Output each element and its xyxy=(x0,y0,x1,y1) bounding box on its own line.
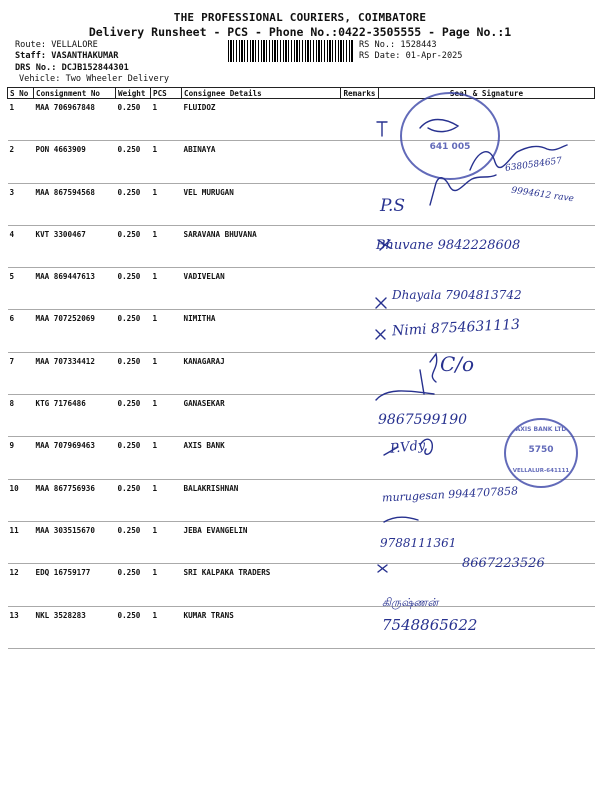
cell-remarks xyxy=(341,99,379,141)
col-consignment: Consignment No xyxy=(34,88,116,99)
cell-sno: 5 xyxy=(8,268,34,310)
cell-consignee: VEL MURUGAN xyxy=(182,183,341,225)
vehicle-label: Vehicle: Two Wheeler Delivery xyxy=(19,74,170,84)
cell-consignee: NIMITHA xyxy=(182,310,341,352)
cell-consignment: PON 4663909 xyxy=(34,141,116,183)
cell-consignment: KTG 7176486 xyxy=(34,395,116,437)
col-consignee: Consignee Details xyxy=(182,88,341,99)
cell-weight: 0.250 xyxy=(116,437,151,479)
company-name: THE PROFESSIONAL COURIERS, COIMBATORE xyxy=(173,11,427,24)
col-signature: Seal & Signature xyxy=(379,88,595,99)
cell-consignee: JEBA EVANGELIN xyxy=(182,521,341,563)
handwritten-phone: 9788111361 xyxy=(380,536,457,550)
stamp-bank-code: 5750 xyxy=(528,445,554,455)
cell-remarks xyxy=(341,310,379,352)
cell-consignee: VADIVELAN xyxy=(182,268,341,310)
cell-sno: 10 xyxy=(8,479,34,521)
handwritten-phone: 7548865622 xyxy=(382,616,478,634)
cell-remarks xyxy=(341,437,379,479)
col-pcs: PCS xyxy=(151,88,182,99)
handwritten-phone: 9867599190 xyxy=(378,412,468,428)
cell-pcs: 1 xyxy=(151,99,182,141)
cell-weight: 0.250 xyxy=(116,479,151,521)
cell-remarks xyxy=(341,352,379,394)
cell-consignee: SRI KALPAKA TRADERS xyxy=(182,564,341,606)
handwritten-phone: 6380584657 xyxy=(504,156,563,174)
cell-remarks xyxy=(341,183,379,225)
cell-consignee: KANAGARAJ xyxy=(182,352,341,394)
cell-consignee: KUMAR TRANS xyxy=(182,606,341,648)
cell-consignee: SARAVANA BHUVANA xyxy=(182,225,341,267)
cell-weight: 0.250 xyxy=(116,225,151,267)
cell-sno: 13 xyxy=(8,606,34,648)
stamp-pin: 641 005 xyxy=(429,142,471,152)
cell-remarks xyxy=(341,479,379,521)
handwritten-phone: 9994612 rave xyxy=(510,185,575,205)
rs-date: RS Date: 01-Apr-2025 xyxy=(359,51,463,61)
cell-sno: 9 xyxy=(8,437,34,479)
cell-signature xyxy=(379,352,595,394)
cell-remarks xyxy=(341,606,379,648)
cell-sno: 3 xyxy=(8,183,34,225)
table-row xyxy=(8,141,595,183)
cell-remarks xyxy=(341,521,379,563)
stamp-bank-branch: VELLALUR-641111 xyxy=(512,468,570,474)
route-label: Route: VELLALORE xyxy=(15,40,98,50)
cell-pcs: 1 xyxy=(151,521,182,563)
axis-bank-stamp xyxy=(504,418,578,488)
handwritten-signature: P.S xyxy=(380,196,406,216)
cell-consignment: EDQ 16759177 xyxy=(34,564,116,606)
handwritten-tamil-name: கிருஷ்ணன் xyxy=(382,596,439,609)
cell-remarks xyxy=(341,141,379,183)
cell-pcs: 1 xyxy=(151,606,182,648)
handwritten-remark: C/o xyxy=(440,352,475,376)
cell-consignment: NKL 3528283 xyxy=(34,606,116,648)
cell-pcs: 1 xyxy=(151,437,182,479)
cell-consignee: ABINAYA xyxy=(182,141,341,183)
cell-sno: 12 xyxy=(8,564,34,606)
handwritten-phone: Dhayala 7904813742 xyxy=(392,288,522,302)
cell-sno: 8 xyxy=(8,395,34,437)
drs-number: DRS No.: DCJB152844301 xyxy=(15,63,129,73)
handwritten-signature: P.Vdy xyxy=(389,438,426,457)
table-header-row xyxy=(8,88,595,99)
cell-consignment: MAA 867756936 xyxy=(34,479,116,521)
cell-pcs: 1 xyxy=(151,564,182,606)
cell-pcs: 1 xyxy=(151,310,182,352)
rs-number: RS No.: 1528443 xyxy=(359,40,437,50)
cell-remarks xyxy=(341,564,379,606)
handwritten-phone: murugesan 9944707858 xyxy=(381,484,519,505)
cell-consignee: BALAKRISHNAN xyxy=(182,479,341,521)
cell-pcs: 1 xyxy=(151,141,182,183)
cell-sno: 7 xyxy=(8,352,34,394)
cell-weight: 0.250 xyxy=(116,141,151,183)
cell-weight: 0.250 xyxy=(116,310,151,352)
staff-label: Staff: VASANTHAKUMAR xyxy=(15,51,119,61)
cell-consignment: KVT 3300467 xyxy=(34,225,116,267)
handwritten-phone: Nimi 8754631113 xyxy=(391,316,521,340)
col-weight: Weight xyxy=(116,88,151,99)
cell-consignee: AXIS BANK xyxy=(182,437,341,479)
stamp-bank-name: AXIS BANK LTD xyxy=(515,426,567,433)
col-sno: S No xyxy=(8,88,34,99)
cell-consignment: MAA 707334412 xyxy=(34,352,116,394)
cell-sno: 1 xyxy=(8,99,34,141)
table-row xyxy=(8,183,595,225)
cell-weight: 0.250 xyxy=(116,183,151,225)
table-row xyxy=(8,352,595,394)
handwritten-phone: Bhuvane 9842228608 xyxy=(376,238,521,253)
cell-weight: 0.250 xyxy=(116,606,151,648)
cell-pcs: 1 xyxy=(151,225,182,267)
runsheet-title: Delivery Runsheet - PCS - Phone No.:0422-3505555 - Page No.:1 xyxy=(88,25,512,39)
cell-weight: 0.250 xyxy=(116,268,151,310)
cell-weight: 0.250 xyxy=(116,564,151,606)
table-row xyxy=(8,99,595,141)
cell-pcs: 1 xyxy=(151,183,182,225)
cell-consignment: MAA 303515670 xyxy=(34,521,116,563)
cell-consignee: GANASEKAR xyxy=(182,395,341,437)
cell-weight: 0.250 xyxy=(116,521,151,563)
handwritten-phone: 8667223526 xyxy=(462,556,545,571)
cell-remarks xyxy=(341,268,379,310)
cell-consignment: MAA 707252069 xyxy=(34,310,116,352)
cell-weight: 0.250 xyxy=(116,352,151,394)
cell-consignment: MAA 867594568 xyxy=(34,183,116,225)
cell-sno: 2 xyxy=(8,141,34,183)
cell-consignment: MAA 869447613 xyxy=(34,268,116,310)
cell-pcs: 1 xyxy=(151,479,182,521)
cell-sno: 11 xyxy=(8,521,34,563)
col-remarks: Remarks xyxy=(341,88,379,99)
table-row xyxy=(8,606,595,648)
cell-consignee: FLUIDOZ xyxy=(182,99,341,141)
cell-sno: 4 xyxy=(8,225,34,267)
post-office-stamp xyxy=(400,92,500,180)
cell-weight: 0.250 xyxy=(116,99,151,141)
cell-pcs: 1 xyxy=(151,352,182,394)
cell-signature xyxy=(379,183,595,225)
cell-remarks xyxy=(341,395,379,437)
cell-pcs: 1 xyxy=(151,268,182,310)
cell-sno: 6 xyxy=(8,310,34,352)
cell-consignment: MAA 707969463 xyxy=(34,437,116,479)
cell-pcs: 1 xyxy=(151,395,182,437)
cell-weight: 0.250 xyxy=(116,395,151,437)
cell-remarks xyxy=(341,225,379,267)
barcode xyxy=(228,40,353,62)
cell-consignment: MAA 706967848 xyxy=(34,99,116,141)
